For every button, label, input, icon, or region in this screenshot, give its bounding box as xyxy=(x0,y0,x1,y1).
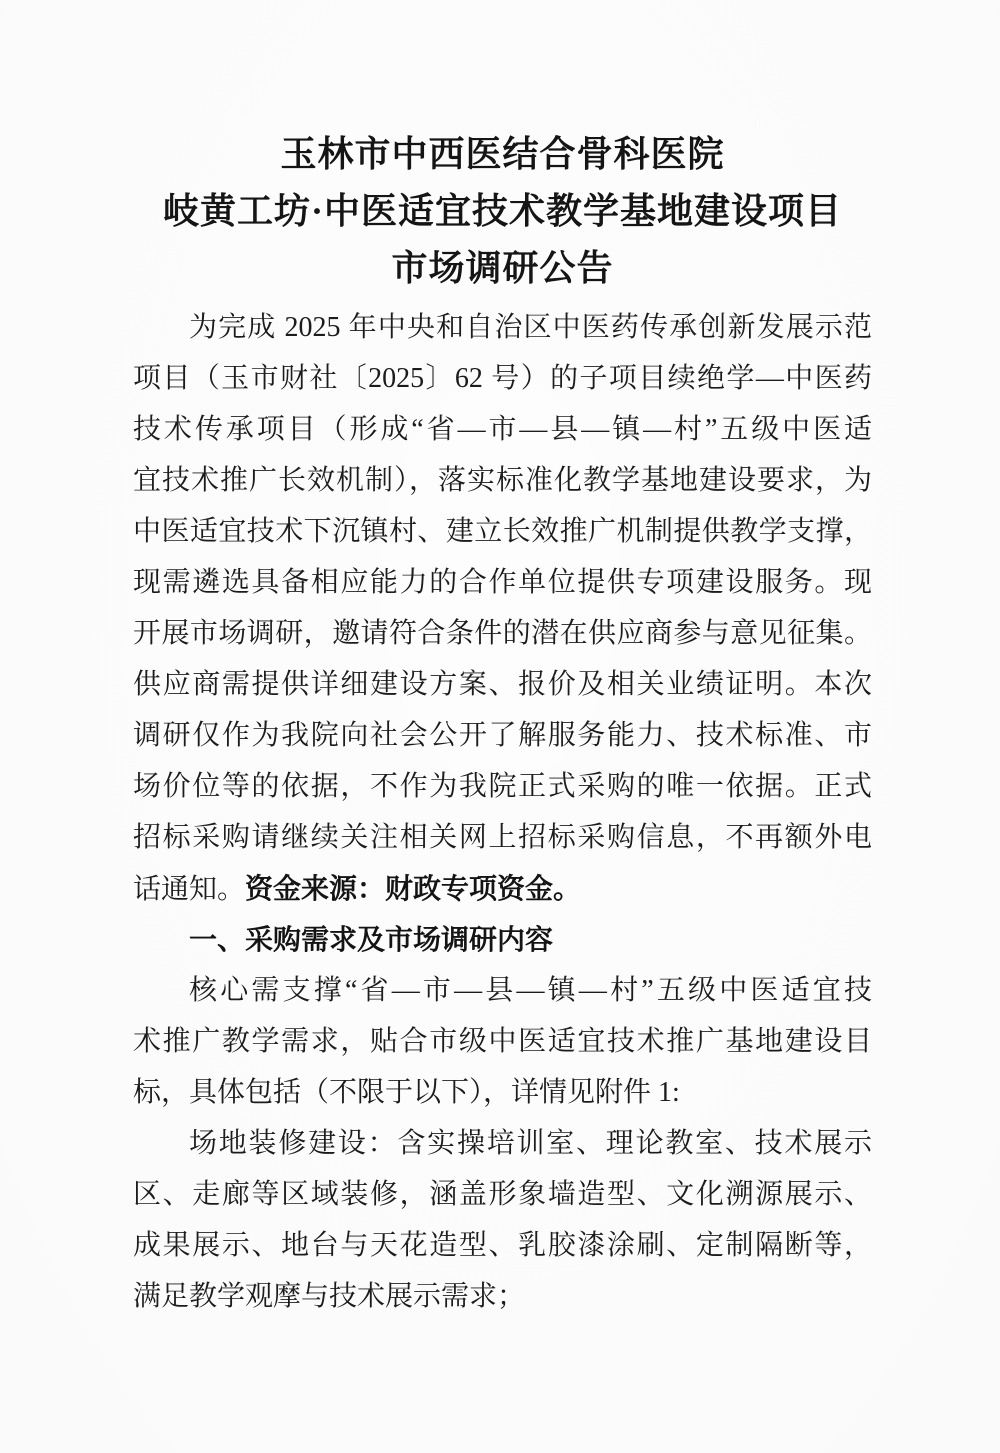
text-line: 项目（玉市财社〔2025〕62 号）的子项目续绝学—中医药 xyxy=(133,363,872,394)
text-line: 中医适宜技术下沉镇村、建立长效推广机制提供教学支撑， xyxy=(133,516,872,547)
text-run: 话通知。 xyxy=(133,874,246,905)
section-heading-procurement: 一、采购需求及市场调研内容 xyxy=(189,924,554,955)
text-line: 宜技术推广长效机制），落实标准化教学基地建设要求，为 xyxy=(133,465,872,496)
text-line: 满足教学观摩与技术展示需求； xyxy=(133,1281,526,1312)
funding-source-emphasis: 资金来源：财政专项资金。 xyxy=(245,873,582,904)
text-line: 场地装修建设：含实操培训室、理论教室、技术展示 xyxy=(189,1128,872,1159)
text-line: 核心需支撑“省—市—县—镇—村”五级中医适宜技 xyxy=(189,975,872,1006)
text-line: 供应商需提供详细建设方案、报价及相关业绩证明。本次 xyxy=(133,669,872,700)
paragraph-core-requirements xyxy=(133,965,872,1118)
paragraph-intro xyxy=(133,302,872,914)
text-line: 为完成 2025 年中央和自治区中医药传承创新发展示范 xyxy=(189,312,872,343)
text-line: 区、走廊等区域装修，涵盖形象墙造型、文化溯源展示、 xyxy=(133,1179,872,1210)
text-line: 场价位等的依据，不作为我院正式采购的唯一依据。正式 xyxy=(133,771,872,802)
text-line: 招标采购请继续关注相关网上招标采购信息，不再额外电 xyxy=(133,822,872,853)
text-line: 技术传承项目（形成“省—市—县—镇—村”五级中医适 xyxy=(133,414,872,445)
document-title xyxy=(133,126,872,297)
text-line: 现需遴选具备相应能力的合作单位提供专项建设服务。现 xyxy=(133,567,872,598)
text-line: 标，具体包括（不限于以下），详情见附件 1: xyxy=(133,1077,680,1108)
text-line: 术推广教学需求，贴合市级中医适宜技术推广基地建设目 xyxy=(133,1026,872,1057)
document-body xyxy=(133,302,872,1322)
text-line: 开展市场调研，邀请符合条件的潜在供应商参与意见征集。 xyxy=(133,618,872,649)
text-line xyxy=(133,863,872,914)
text-line: 调研仅作为我院向社会公开了解服务能力、技术标准、市 xyxy=(133,720,872,751)
document-title-line-1: 玉林市中西医结合骨科医院 xyxy=(280,134,725,174)
text-line: 成果展示、地台与天花造型、乳胶漆涂刷、定制隔断等， xyxy=(133,1230,872,1261)
document-title-line-3: 市场调研公告 xyxy=(391,248,614,288)
paragraph-site-renovation xyxy=(133,1118,872,1322)
document-title-line-2: 岐黄工坊·中医适宜技术教学基地建设项目 xyxy=(162,191,842,231)
